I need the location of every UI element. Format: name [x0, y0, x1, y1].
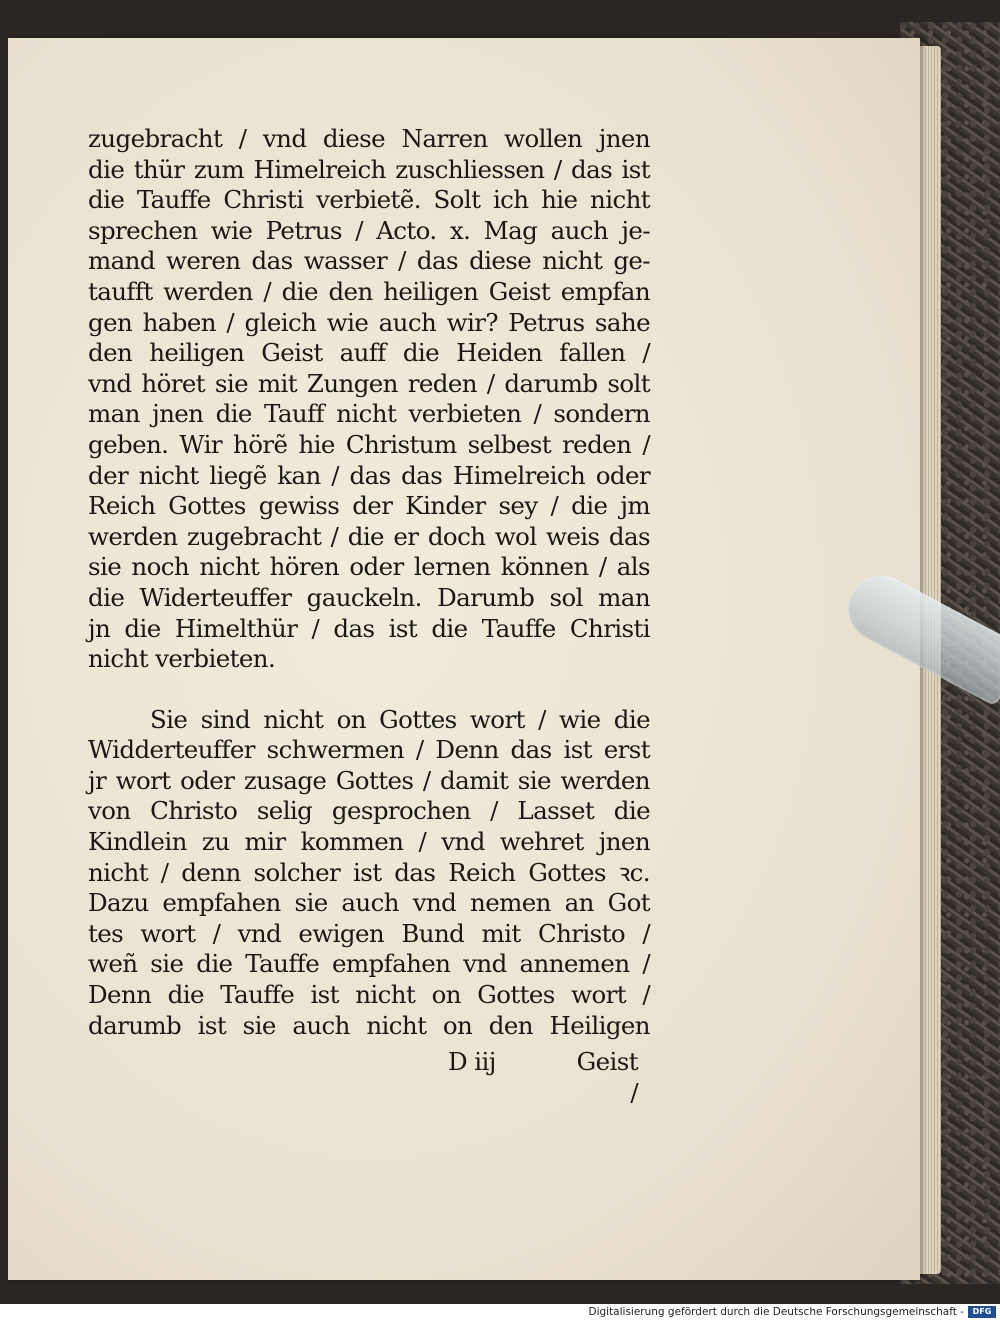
paragraph-2: [88, 705, 650, 1042]
text-line: Reich Gottes gewiss der Kinder sey / die jm: [88, 491, 650, 521]
funding-banner: [0, 1304, 1000, 1320]
text-line: werden zugebracht / die er doch wol weis das: [88, 521, 650, 551]
text-line: darumb ist sie auch nicht on den Heiligen: [88, 1010, 650, 1040]
text-line: Dazu empfahen sie auch vnd nemen an Got: [88, 888, 650, 918]
dfg-logo: DFG: [968, 1306, 996, 1318]
text-line: Denn die Tauffe ist nicht on Gottes wort /: [88, 980, 650, 1010]
text-line: zugebracht / vnd diese Narren wollen jnen: [88, 124, 650, 153]
paragraph-gap: [88, 675, 650, 705]
text-line: vnd höret sie mit Zungen reden / darumb solt: [88, 368, 650, 398]
text-line: gen haben / gleich wie auch wir? Petrus sahe: [88, 307, 650, 337]
page-footer: [88, 1047, 650, 1107]
text-line: Kindlein zu mir kommen / vnd wehret jnen: [88, 827, 650, 857]
text-line: jn die Himelthür / das ist die Tauffe Christi: [88, 613, 650, 643]
text-line: Sie sind nicht on Gottes wort / wie die: [150, 704, 650, 734]
text-line: taufft werden / die den heiligen Geist empfan: [88, 276, 650, 306]
text-line: man jnen die Tauff nicht verbieten / sondern: [88, 399, 650, 429]
text-line: die Tauffe Christi verbietẽ. Solt ich hie nicht: [88, 185, 650, 215]
text-line: den heiligen Geist auff die Heiden fallen /: [88, 338, 650, 368]
text-line: nicht verbieten.: [88, 644, 276, 674]
funding-text: Digitalisierung gefördert durch die Deutsche Forschungsgemeinschaft -: [588, 1306, 964, 1318]
signature-mark: D iij: [448, 1047, 496, 1077]
paragraph-1: [88, 124, 650, 675]
text-line: die thür zum Himelreich zuschliessen / das ist: [88, 154, 650, 184]
text-line: jr wort oder zusage Gottes / damit sie werden: [88, 765, 650, 795]
text-line: sie noch nicht hören oder lernen können / als: [88, 552, 650, 582]
text-line: geben. Wir hörẽ hie Christum selbest reden /: [88, 429, 650, 459]
text-line: von Christo selig gesprochen / Lasset die: [88, 796, 650, 826]
text-line: sprechen wie Petrus / Acto. x. Mag auch je-: [88, 215, 650, 245]
text-line: mand weren das wasser / das diese nicht ge-: [88, 246, 650, 276]
text-line: nicht / denn solcher ist das Reich Gottes ꝛc.: [88, 857, 650, 887]
text-line: tes wort / vnd ewigen Bund mit Christo /: [88, 918, 650, 948]
text-line: Widderteuffer schwermen / Denn das ist erst: [88, 735, 650, 765]
catchword: Geist /: [576, 1047, 638, 1107]
text-block: [88, 124, 650, 1107]
text-line: weñ sie die Tauffe empfahen vnd annemen /: [88, 949, 650, 979]
text-line: die Widerteuffer gauckeln. Darumb sol man: [88, 582, 650, 612]
text-line: der nicht liegẽ kan / das das Himelreich oder: [88, 460, 650, 490]
